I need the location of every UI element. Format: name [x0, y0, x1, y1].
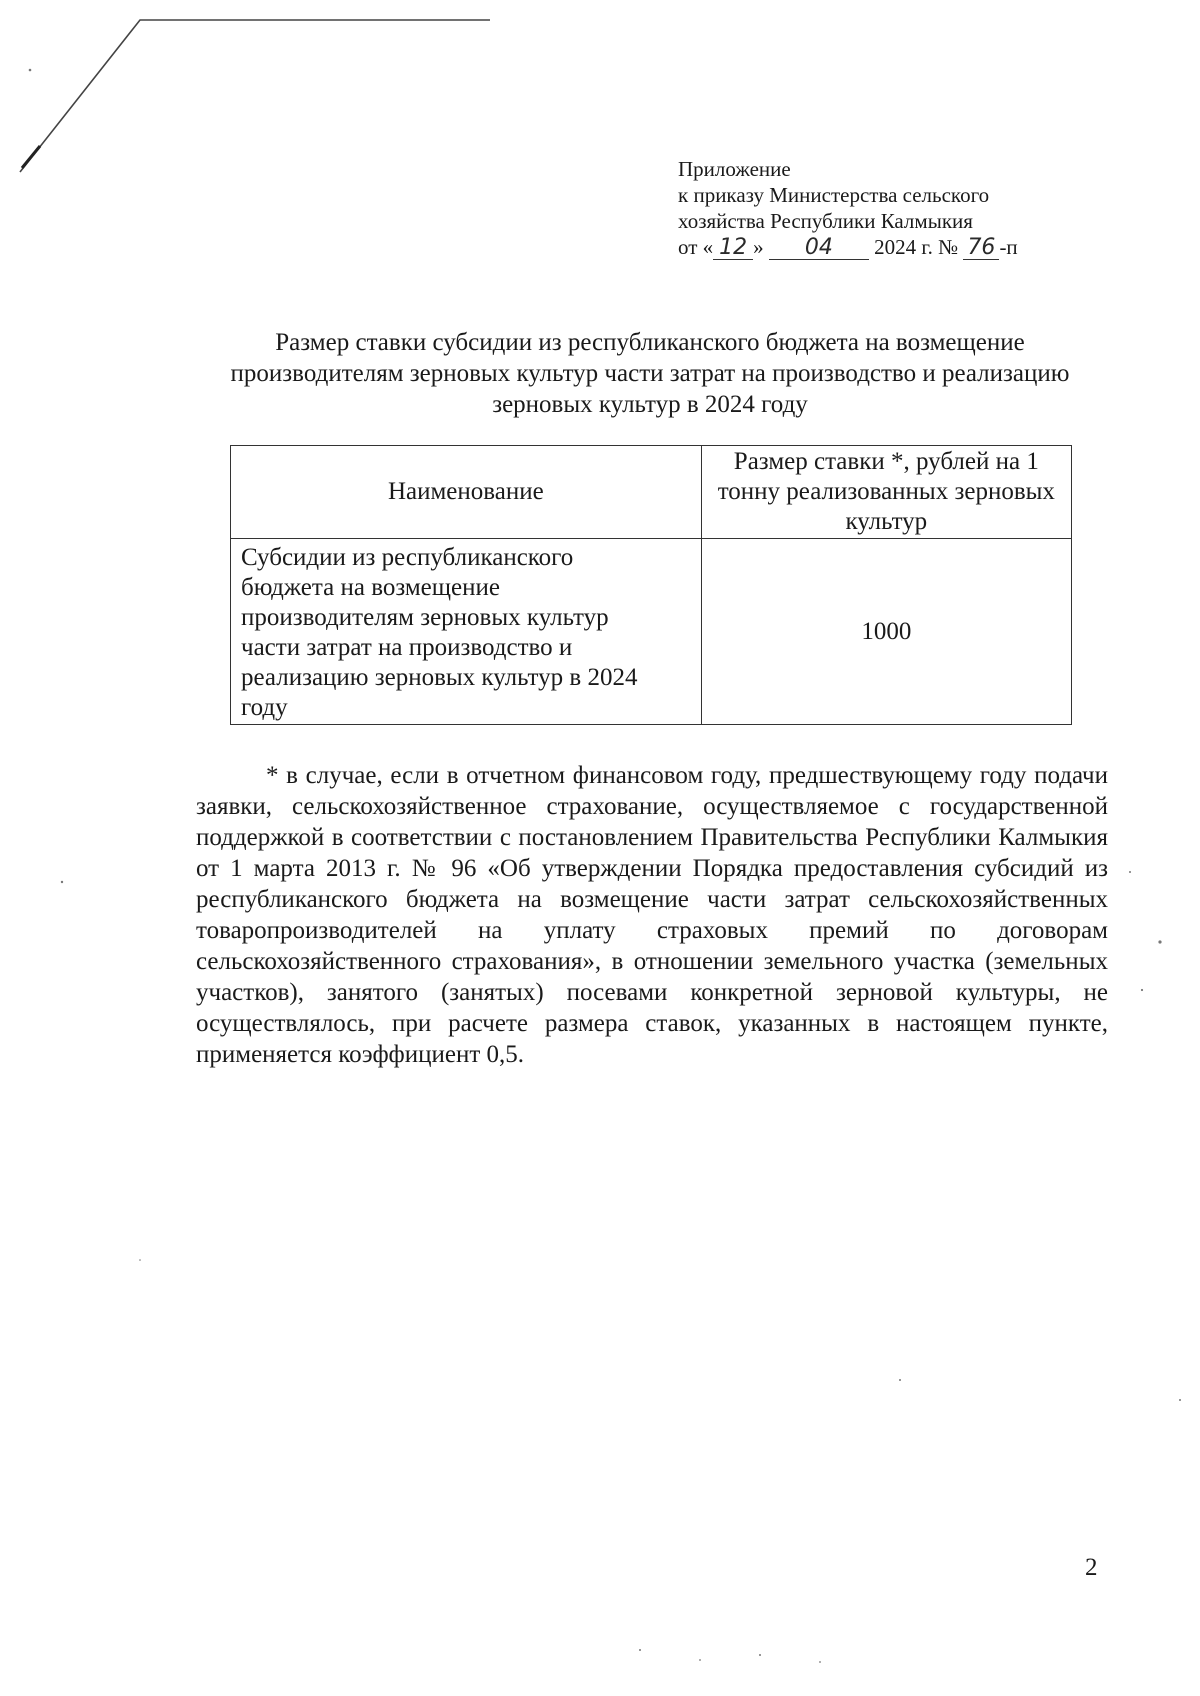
- row-rate-cell: 1000: [701, 539, 1071, 725]
- row-name-cell: [231, 539, 702, 725]
- row-name-line: бюджета на возмещение: [241, 573, 500, 601]
- date-prefix: от «: [678, 235, 714, 259]
- table-header-row: [231, 446, 1072, 539]
- rate-table: [230, 445, 1072, 725]
- row-name-line: реализацию зерновых культур в 2024: [241, 663, 638, 691]
- corner-fold-mark: [0, 0, 500, 200]
- date-year: 2024 г. №: [874, 235, 959, 259]
- appendix-header: [678, 156, 1098, 260]
- row-name-line: производителям зерновых культур: [241, 603, 609, 631]
- page-number: 2: [1085, 1554, 1098, 1581]
- footnote-paragraph: * в случае, если в отчетном финансовом году, предшествующему году подачи заявки, сельскохозяйственное страхование, осуществляемое с государственной поддержкой в соответствии с постановлением Правительства Республики Калмыкия от 1 марта 2013 г. № 96 «Об утверждении Порядка предоставления субсидий из республиканского бюджета на возмещение части затрат сельскохозяйственных товаропроизводителей на уплату страховых премий по договорам сельскохозяйственного страхования», в отношении земельного участка (земельных участков), занятого (занятых) посевами конкретной зерновой культуры, не осуществлялось, при расчете размера ставок, указанных в настоящем пункте, применяется коэффициент 0,5.: [196, 762, 1108, 1068]
- handwritten-month: 04: [769, 237, 869, 260]
- appendix-line-1: Приложение: [678, 157, 791, 181]
- table-row: [231, 539, 1072, 725]
- row-name-line: году: [241, 693, 288, 721]
- handwritten-number: 76: [963, 237, 999, 260]
- date-mid: »: [753, 235, 764, 259]
- header-name-cell: Наименование: [231, 446, 702, 539]
- handwritten-day: 12: [713, 237, 753, 260]
- row-name-line: Субсидии из республиканского: [241, 543, 574, 571]
- number-suffix: -п: [999, 235, 1018, 259]
- appendix-date-line: [678, 234, 1098, 260]
- row-name-line: части затрат на производство и: [241, 633, 573, 661]
- document-title: Размер ставки субсидии из республиканского бюджета на возмещение производителям зерновых культур части затрат на производство и реализацию зерновых культур в 2024 году: [230, 329, 1070, 418]
- appendix-line-3: хозяйства Республики Калмыкия: [678, 209, 973, 233]
- header-rate-cell: Размер ставки *, рублей на 1 тонну реализованных зерновых культур: [701, 446, 1071, 539]
- appendix-line-2: к приказу Министерства сельского: [678, 183, 990, 207]
